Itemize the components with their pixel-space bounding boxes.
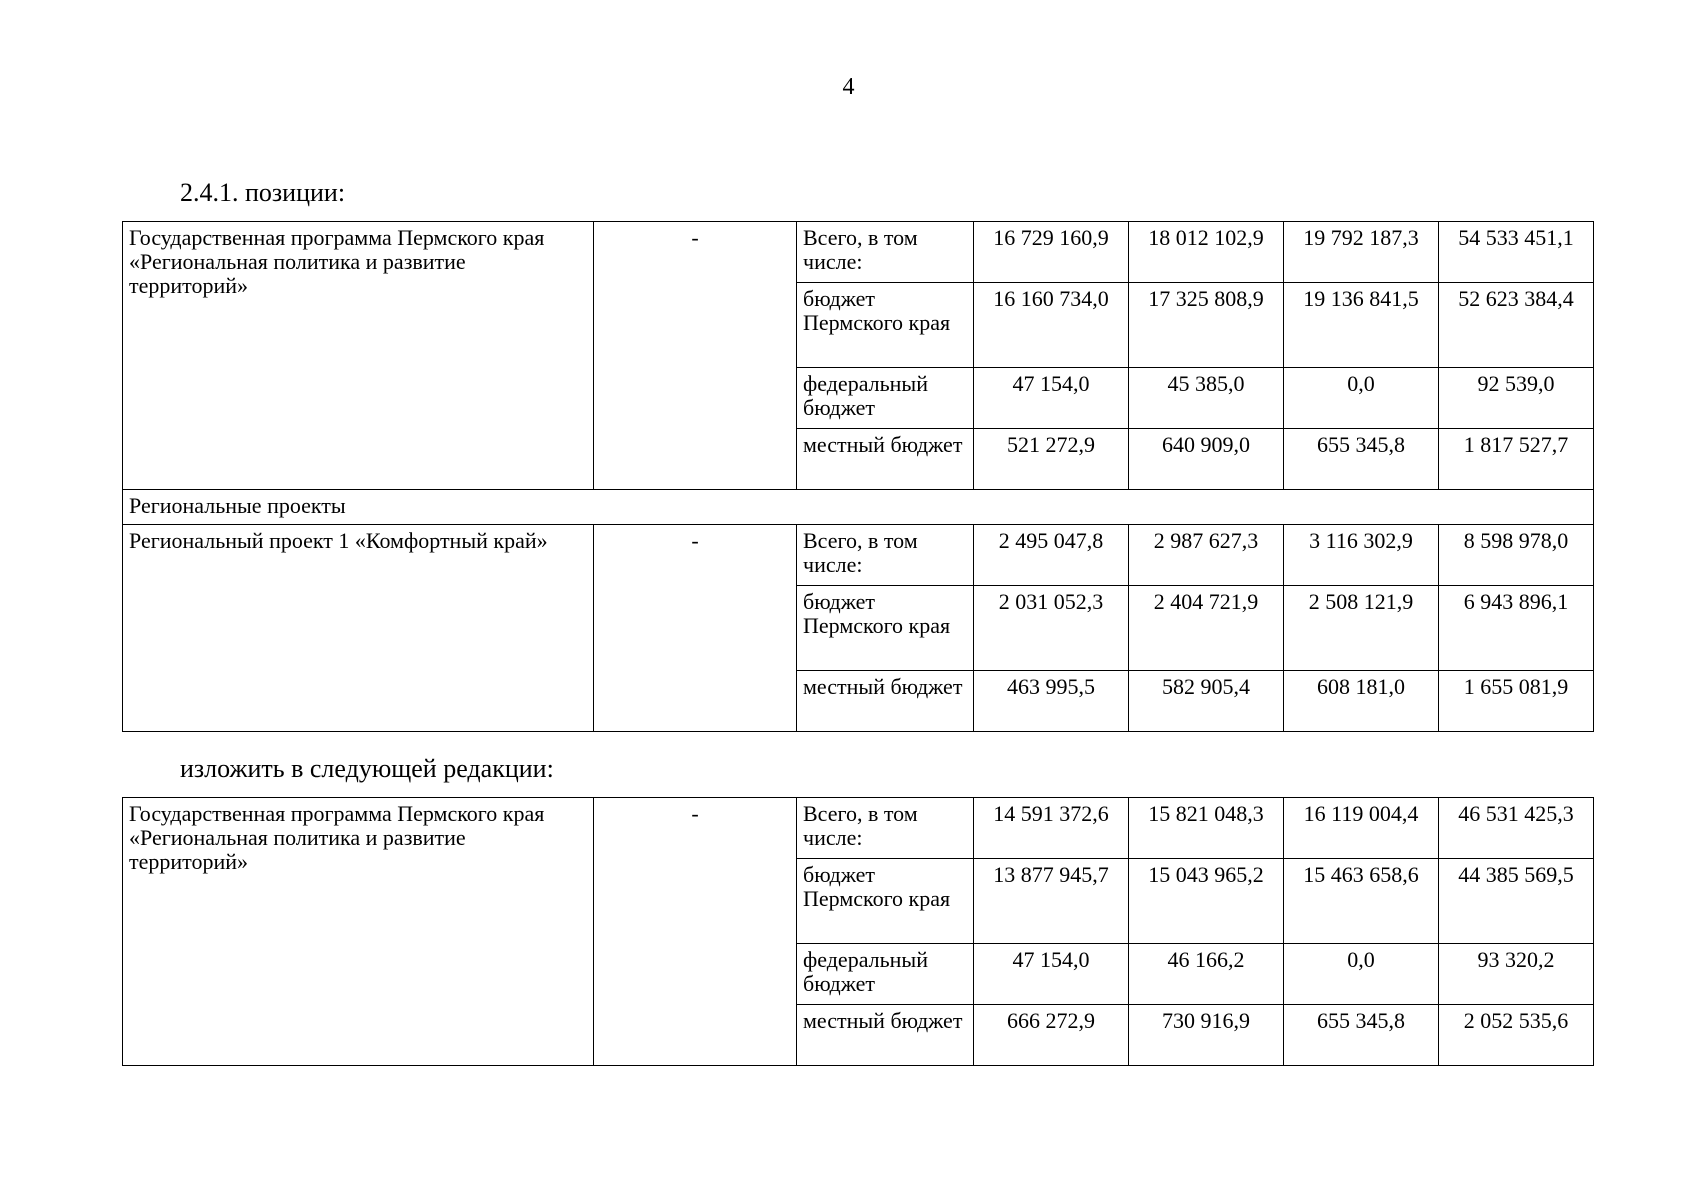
funding-source: бюджет Пермского края (797, 586, 974, 671)
value-cell: 46 166,2 (1129, 944, 1284, 1005)
value-cell: 45 385,0 (1129, 368, 1284, 429)
value-cell: 14 591 372,6 (974, 798, 1129, 859)
value-cell: 16 729 160,9 (974, 222, 1129, 283)
value-cell: 17 325 808,9 (1129, 283, 1284, 368)
funding-source: местный бюджет (797, 671, 974, 732)
value-cell: 655 345,8 (1284, 429, 1439, 490)
value-cell: 44 385 569,5 (1439, 859, 1594, 944)
old-budget-table (122, 221, 1594, 732)
project-name: Региональный проект 1 «Комфортный край» (123, 525, 594, 732)
value-cell: 608 181,0 (1284, 671, 1439, 732)
funding-source: Всего, в том числе: (797, 222, 974, 283)
value-cell: 0,0 (1284, 368, 1439, 429)
value-cell: 16 119 004,4 (1284, 798, 1439, 859)
new-budget-table (122, 797, 1594, 1066)
project-dash: - (594, 525, 797, 732)
page-number: 4 (842, 74, 855, 100)
value-cell: 16 160 734,0 (974, 283, 1129, 368)
value-cell: 730 916,9 (1129, 1005, 1284, 1066)
value-cell: 1 817 527,7 (1439, 429, 1594, 490)
heading-positions: 2.4.1. позиции: (180, 178, 346, 207)
program-name: Государственная программа Пермского края «Региональная политика и развитие территорий» (123, 222, 594, 490)
funding-source: местный бюджет (797, 1005, 974, 1066)
value-cell: 6 943 896,1 (1439, 586, 1594, 671)
value-cell: 521 272,9 (974, 429, 1129, 490)
table-row (123, 798, 1594, 859)
value-cell: 15 821 048,3 (1129, 798, 1284, 859)
value-cell: 15 043 965,2 (1129, 859, 1284, 944)
value-cell: 47 154,0 (974, 944, 1129, 1005)
value-cell: 2 987 627,3 (1129, 525, 1284, 586)
program-name: Государственная программа Пермского края «Региональная политика и развитие территорий» (123, 798, 594, 1066)
value-cell: 19 136 841,5 (1284, 283, 1439, 368)
value-cell: 463 995,5 (974, 671, 1129, 732)
value-cell: 52 623 384,4 (1439, 283, 1594, 368)
value-cell: 93 320,2 (1439, 944, 1594, 1005)
value-cell: 640 909,0 (1129, 429, 1284, 490)
value-cell: 2 052 535,6 (1439, 1005, 1594, 1066)
value-cell: 92 539,0 (1439, 368, 1594, 429)
program-dash: - (594, 222, 797, 490)
value-cell: 3 116 302,9 (1284, 525, 1439, 586)
value-cell: 2 031 052,3 (974, 586, 1129, 671)
value-cell: 666 272,9 (974, 1005, 1129, 1066)
funding-source: местный бюджет (797, 429, 974, 490)
funding-source: федеральный бюджет (797, 944, 974, 1005)
value-cell: 46 531 425,3 (1439, 798, 1594, 859)
funding-source: Всего, в том числе: (797, 525, 974, 586)
value-cell: 19 792 187,3 (1284, 222, 1439, 283)
value-cell: 655 345,8 (1284, 1005, 1439, 1066)
value-cell: 1 655 081,9 (1439, 671, 1594, 732)
table-row (123, 222, 1594, 283)
value-cell: 8 598 978,0 (1439, 525, 1594, 586)
value-cell: 13 877 945,7 (974, 859, 1129, 944)
value-cell: 2 404 721,9 (1129, 586, 1284, 671)
funding-source: Всего, в том числе: (797, 798, 974, 859)
section-title: Региональные проекты (123, 490, 1594, 525)
value-cell: 15 463 658,6 (1284, 859, 1439, 944)
funding-source: бюджет Пермского края (797, 283, 974, 368)
value-cell: 2 508 121,9 (1284, 586, 1439, 671)
heading-new-edition: изложить в следующей редакции: (180, 754, 554, 783)
table-row (123, 490, 1594, 525)
funding-source: федеральный бюджет (797, 368, 974, 429)
value-cell: 54 533 451,1 (1439, 222, 1594, 283)
value-cell: 582 905,4 (1129, 671, 1284, 732)
table-row (123, 525, 1594, 586)
value-cell: 0,0 (1284, 944, 1439, 1005)
program-dash: - (594, 798, 797, 1066)
funding-source: бюджет Пермского края (797, 859, 974, 944)
value-cell: 2 495 047,8 (974, 525, 1129, 586)
value-cell: 47 154,0 (974, 368, 1129, 429)
value-cell: 18 012 102,9 (1129, 222, 1284, 283)
